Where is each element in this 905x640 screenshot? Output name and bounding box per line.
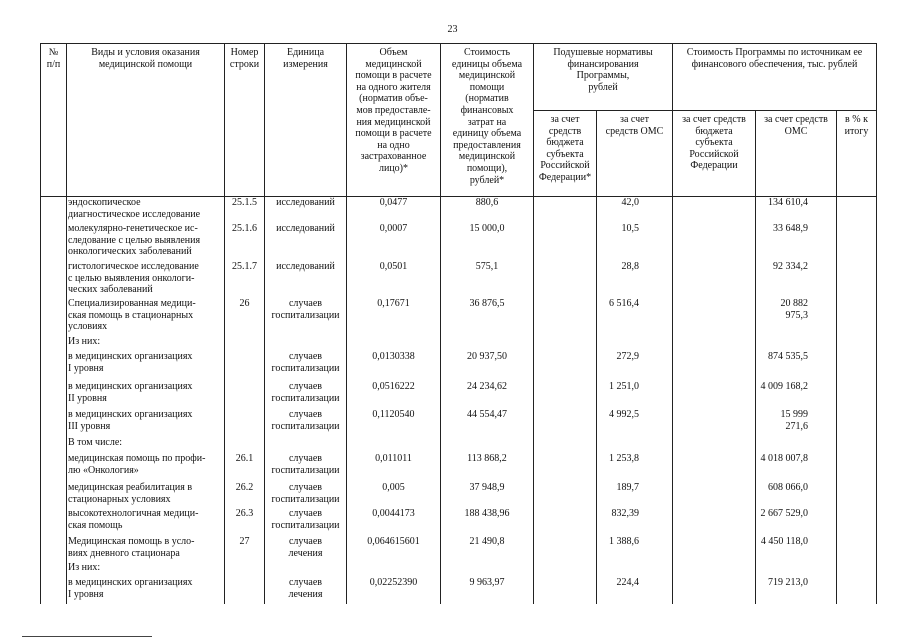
cell-name: в медицинских организациях I уровня xyxy=(68,577,193,600)
cell-volume: 0,0007 xyxy=(379,223,408,234)
cell-row-no: 25.1.6 xyxy=(232,223,257,234)
header-num: № п/п xyxy=(46,47,61,70)
cell-row-no: 26.2 xyxy=(235,482,254,493)
cell-volume: 0,1120540 xyxy=(372,409,415,420)
cell-volume: 0,0044173 xyxy=(372,508,415,519)
cell-cost: 880,6 xyxy=(475,197,499,208)
cell-name: гистологическое исследование с целью выявления онкологи- ческих заболеваний xyxy=(68,261,199,296)
cell-name: в медицинских организациях I уровня xyxy=(68,351,193,374)
cell-oms: 1 388,6 xyxy=(609,536,639,547)
header-per-capita: Подушевые нормативы финансирования Программы, рублей xyxy=(553,47,653,93)
cell-oms: 272,9 xyxy=(616,351,639,362)
cell-name: медицинская помощь по профи- лю «Онкология» xyxy=(68,453,206,476)
cell-oms: 28,8 xyxy=(621,261,639,272)
cell-name: эндоскопическое диагностическое исследование xyxy=(68,197,201,220)
cell-volume: 0,0516222 xyxy=(372,381,415,392)
cell-oms: 4 992,5 xyxy=(609,409,639,420)
cell-cost: 113 868,2 xyxy=(467,453,507,464)
cell-oms: 1 253,8 xyxy=(609,453,639,464)
cell-unit: случаев госпитализации xyxy=(271,409,340,432)
cell-unit: случаев лечения xyxy=(288,536,323,559)
header-volume: Объем медицинской помощи в расчете на одного жителя (норматив объе- мов предоставле- ния медицинской помощи в расчете на одно застрахованное лицо)* xyxy=(355,47,432,174)
cell-row-no: 26.1 xyxy=(235,453,254,464)
cell-program-oms: 15 999 271,6 xyxy=(780,409,808,432)
cell-unit: случаев госпитализации xyxy=(271,381,340,404)
cell-program-oms: 4 009 168,2 xyxy=(760,381,808,392)
cell-program-oms: 20 882 975,3 xyxy=(780,298,808,321)
cell-program-oms: 4 018 007,8 xyxy=(760,453,808,464)
cell-oms: 6 516,4 xyxy=(609,298,639,309)
cell-program-oms: 719 213,0 xyxy=(768,577,808,588)
cell-name: Специализированная медици- ская помощь в стационарных условиях xyxy=(68,298,196,333)
cell-oms: 10,5 xyxy=(621,223,639,234)
cell-cost: 188 438,96 xyxy=(464,508,510,519)
cell-name: медицинская реабилитация в стационарных условиях xyxy=(68,482,193,505)
cell-program-oms: 2 667 529,0 xyxy=(760,508,808,519)
cell-oms: 189,7 xyxy=(616,482,639,493)
cell-cost: 24 234,62 xyxy=(467,381,507,392)
cell-cost: 36 876,5 xyxy=(469,298,505,309)
footnote-rule xyxy=(22,636,152,637)
cell-row-no: 26.3 xyxy=(235,508,254,519)
cell-cost: 9 963,97 xyxy=(469,577,505,588)
cell-volume: 0,064615601 xyxy=(367,536,420,547)
cell-name: Из них: xyxy=(68,562,101,573)
cell-cost: 44 554,47 xyxy=(467,409,507,420)
cell-unit: случаев госпитализации xyxy=(271,298,340,321)
cell-oms: 1 251,0 xyxy=(609,381,639,392)
cell-oms: 42,0 xyxy=(621,197,639,208)
header-unit: Единица измерения xyxy=(283,47,328,70)
cell-name: В том числе: xyxy=(68,437,123,448)
cell-name: Из них: xyxy=(68,336,101,347)
cell-volume: 0,011011 xyxy=(375,453,412,464)
cell-volume: 0,17671 xyxy=(377,298,410,309)
cell-unit: исследований xyxy=(276,197,335,208)
cell-volume: 0,0130338 xyxy=(372,351,415,362)
cell-volume: 0,005 xyxy=(382,482,405,493)
header-kind: Виды и условия оказания медицинской помощи xyxy=(91,47,200,70)
cell-row-no: 25.1.5 xyxy=(232,197,257,208)
header-row-no: Номер строки xyxy=(229,47,260,70)
cell-cost: 575,1 xyxy=(475,261,499,272)
header-program-cost: Стоимость Программы по источникам ее финансового обеспечения, тыс. рублей xyxy=(686,47,863,70)
cell-oms: 224,4 xyxy=(616,577,639,588)
cell-name: в медицинских организациях II уровня xyxy=(68,381,193,404)
cell-cost: 20 937,50 xyxy=(467,351,507,362)
cell-program-oms: 92 334,2 xyxy=(773,261,808,272)
cell-oms: 832,39 xyxy=(611,508,639,519)
cell-unit: случаев госпитализации xyxy=(271,508,340,531)
cell-volume: 0,0477 xyxy=(379,197,408,208)
cell-row-no: 26 xyxy=(239,298,250,309)
cell-row-no: 25.1.7 xyxy=(232,261,257,272)
cell-name: молекулярно-генетическое ис- следование с целью выявления онкологических заболеваний xyxy=(68,223,201,258)
header-cost: Стоимость единицы объема медицинской помощи (норматив финансовых затрат на единицу объема предоставления медицинской помощи), рублей* xyxy=(451,47,523,186)
cell-unit: случаев госпитализации xyxy=(271,453,340,476)
header-program-pct: в % к итогу xyxy=(844,114,869,137)
header-program-budget: за счет средств бюджета субъекта Российской Федерации xyxy=(682,114,746,172)
cell-cost: 21 490,8 xyxy=(469,536,505,547)
header-per-capita-oms: за счет средств ОМС xyxy=(605,114,664,137)
cell-cost: 37 948,9 xyxy=(469,482,505,493)
header-per-capita-budget: за счет средств бюджета субъекта Российской Федерации* xyxy=(538,114,592,183)
cell-volume: 0,02252390 xyxy=(369,577,418,588)
cell-name: Медицинская помощь в усло- виях дневного стационара xyxy=(68,536,195,559)
header-program-oms: за счет средств ОМС xyxy=(764,114,828,137)
cell-volume: 0,0501 xyxy=(379,261,408,272)
cell-cost: 15 000,0 xyxy=(469,223,505,234)
cell-name: высокотехнологичная медици- ская помощь xyxy=(68,508,199,531)
cell-program-oms: 4 450 118,0 xyxy=(760,536,808,547)
cell-row-no: 27 xyxy=(239,536,250,547)
cell-unit: исследований xyxy=(276,223,335,234)
cell-program-oms: 134 610,4 xyxy=(768,197,808,208)
cell-name: в медицинских организациях III уровня xyxy=(68,409,193,432)
cell-unit: случаев госпитализации xyxy=(271,351,340,374)
cell-program-oms: 33 648,9 xyxy=(773,223,808,234)
cell-program-oms: 608 066,0 xyxy=(768,482,808,493)
cell-unit: исследований xyxy=(276,261,335,272)
cell-program-oms: 874 535,5 xyxy=(768,351,808,362)
page-number: 23 xyxy=(447,24,458,35)
cell-unit: случаев лечения xyxy=(288,577,323,600)
cell-unit: случаев госпитализации xyxy=(271,482,340,505)
